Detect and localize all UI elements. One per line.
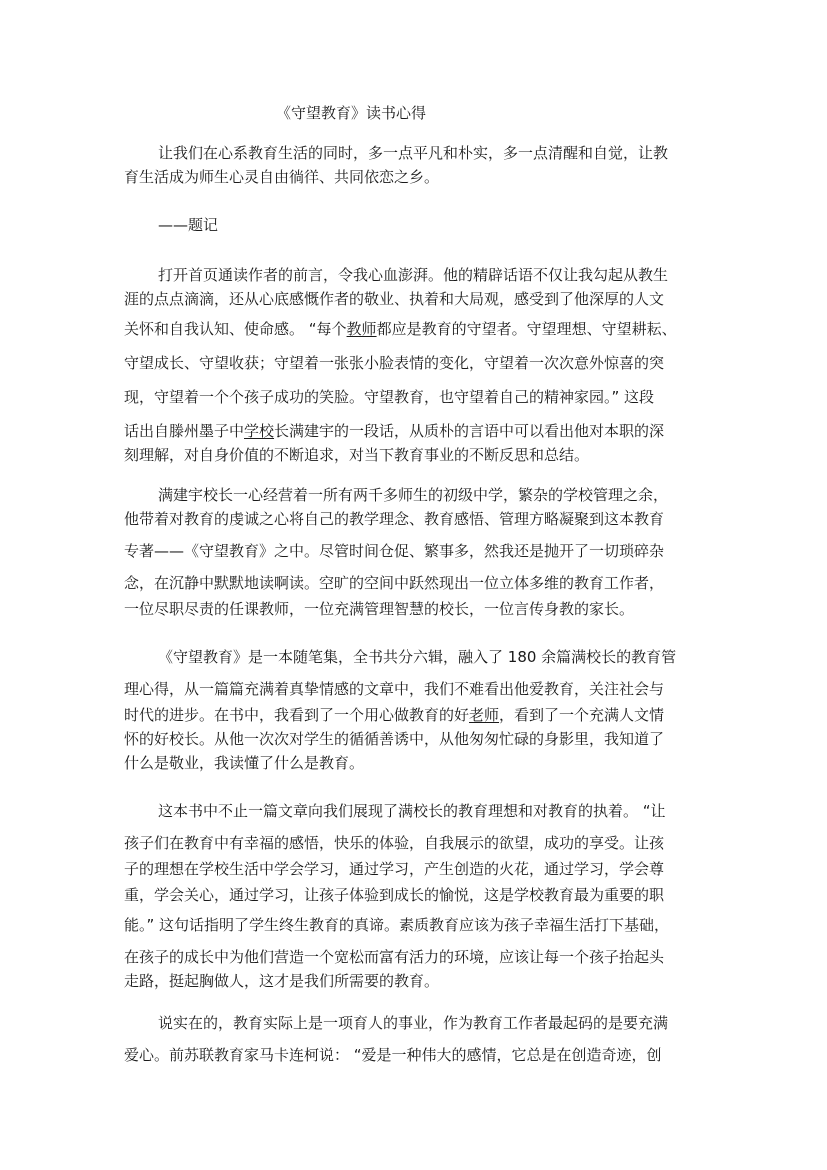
text-line: 爱心。前苏联教育家马卡连柯说： “爱是一种伟大的感情，它总是在创造奇迹，创 — [124, 1046, 662, 1064]
text-line: 他带着对教育的虔诚之心将自己的教学理念、教育感悟、管理方略凝聚到这本教育 — [124, 510, 665, 528]
text-line: 现，守望着一个个孩子成功的笑脸。守望教育，也守望着自己的精神家园。” 这段 — [124, 388, 655, 406]
text-line: 理心得，从一篇篇充满着真挚情感的文章中，我们不难看出他爱教育，关注社会与 — [124, 680, 665, 698]
text-segment: ，看到了一个充满人文情 — [499, 706, 665, 724]
text-line: 刻理解，对自身价值的不断追求，对当下教育事业的不断反思和总结。 — [124, 446, 590, 464]
text-line: 在孩子的成长中为他们营造一个宽松而富有活力的环境，应该让每一个孩子抬起头 — [124, 948, 665, 966]
text-line: 满建宇校长一心经营着一所有两千多师生的初级中学，繁杂的学校管理之余， — [158, 486, 669, 504]
text-line: 让我们在心系教育生活的同时，多一点平凡和朴实，多一点清醒和自觉，让教 — [158, 144, 669, 162]
text-line: 念，在沉静中默默地读啊读。空旷的空间中跃然现出一位立体多维的教育工作者， — [124, 574, 665, 592]
text-line: 打开首页通读作者的前言，令我心血澎湃。他的精辟话语不仅让我勾起从教生 — [158, 266, 669, 284]
text-line: 说实在的，教育实际上是一项育人的事业，作为教育工作者最起码的是要充满 — [158, 1014, 669, 1032]
text-line: 守望成长、守望收获；守望着一张张小脸表情的变化，守望着一次次意外惊喜的突 — [124, 354, 665, 372]
link-school[interactable]: 学校 — [244, 422, 275, 440]
text-segment: 话出自滕州墨子中 — [124, 422, 245, 440]
text-line: 子的理想在学校生活中学会学习，通过学习，产生创造的火花，通过学习，学会尊 — [124, 860, 665, 878]
text-line: 《守望教育》是一本随笔集，全书共分六辑，融入了 180 余篇满校长的教育管 — [158, 648, 677, 666]
text-segment: 都应是教育的守望者。守望理想、守望耕耘、 — [376, 320, 677, 338]
epigraph-attribution: ——题记 — [158, 216, 219, 234]
document-title: 《守望教育》读书心得 — [276, 104, 427, 122]
text-line — [124, 704, 664, 726]
text-line — [124, 318, 677, 340]
text-line: 涯的点点滴滴，还从心底感慨作者的敬业、执着和大局观，感受到了他深厚的人文 — [124, 290, 665, 308]
text-line: 能。” 这句话指明了学生终生教育的真谛。素质教育应该为孩子幸福生活打下基础， — [124, 916, 670, 934]
text-segment: 关怀和自我认知、使命感。 “每个 — [124, 320, 347, 338]
text-segment: 长满建宇的一段话，从质朴的言语中可以看出他对本职的深 — [274, 422, 665, 440]
text-line: 这本书中不止一篇文章向我们展现了满校长的教育理想和对教育的执着。 “让 — [158, 802, 666, 820]
text-line — [124, 420, 664, 442]
text-line: 怀的好校长。从他一次次对学生的循循善诱中，从他匆匆忙碌的身影里，我知道了 — [124, 730, 665, 748]
text-line: 专著——《守望教育》之中。尽管时间仓促、繁事多，然我还是抛开了一切琐碎杂 — [124, 542, 665, 560]
text-segment: 时代的进步。在书中，我看到了一个用心做教育的好 — [124, 706, 470, 724]
text-line: 重，学会关心，通过学习，让孩子体验到成长的愉悦，这是学校教育最为重要的职 — [124, 886, 665, 904]
text-line: 什么是敬业，我读懂了什么是教育。 — [124, 754, 365, 772]
link-teacher-2[interactable]: 老师 — [469, 706, 500, 724]
text-line: 走路，挺起胸做人，这才是我们所需要的教育。 — [124, 972, 440, 990]
text-line: 孩子们在教育中有幸福的感悟，快乐的体验，自我展示的欲望，成功的享受。让孩 — [124, 834, 665, 852]
text-line: 育生活成为师生心灵自由徜徉、共同依恋之乡。 — [124, 168, 440, 186]
link-teacher[interactable]: 教师 — [346, 320, 377, 338]
text-line: 一位尽职尽责的任课教师，一位充满管理智慧的校长，一位言传身教的家长。 — [124, 600, 635, 618]
